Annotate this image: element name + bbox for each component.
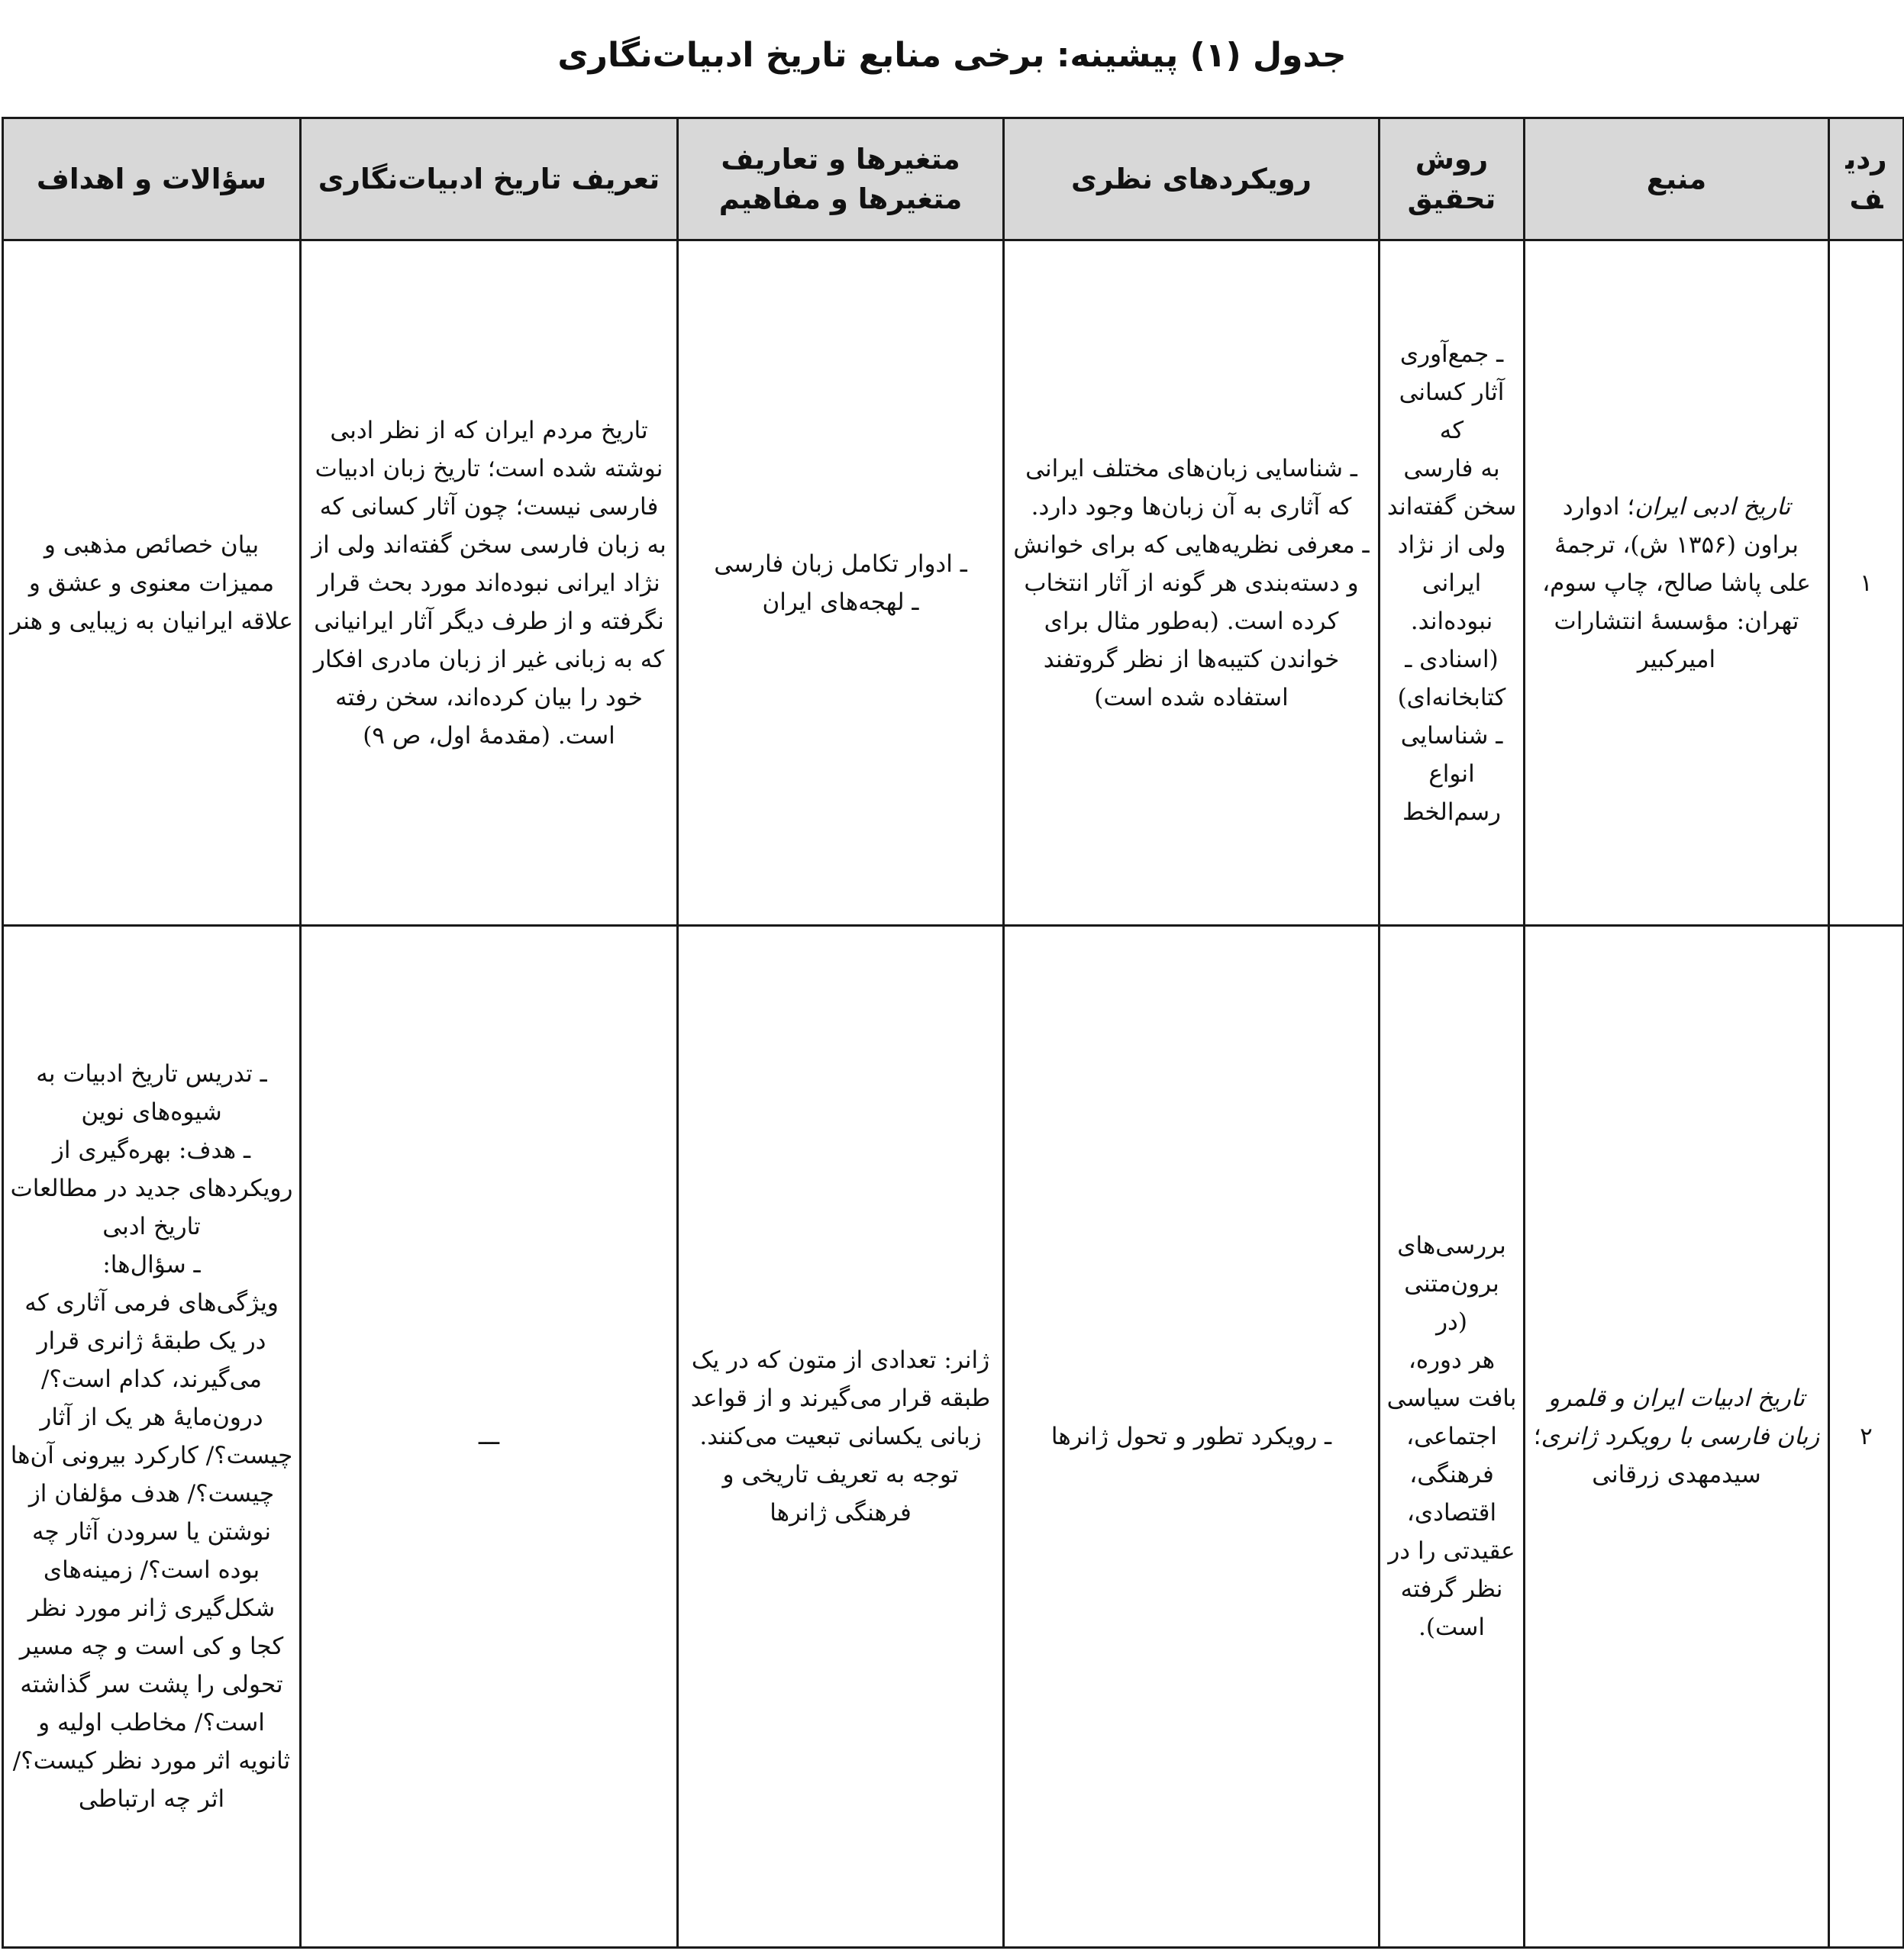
- method-line: فرهنگی،: [1409, 1461, 1494, 1488]
- question-item: ـ تدریس تاریخ ادبیات به شیوه‌های نوین: [36, 1060, 267, 1126]
- method-line: برون‌متنی (در: [1404, 1270, 1499, 1336]
- questions-cell: [3, 926, 301, 1948]
- method-line: است).: [1418, 1614, 1485, 1641]
- variable-item: توجه به تعریف تاریخی و فرهنگی ژانرها: [722, 1461, 959, 1527]
- method-line: انواع: [1428, 759, 1475, 788]
- variables-cell: [678, 240, 1004, 926]
- method-line: (اسنادی ـ: [1405, 645, 1499, 673]
- definition-cell: [301, 240, 678, 926]
- method-line: کتابخانه‌ای): [1397, 683, 1506, 711]
- source-cell: [1525, 240, 1829, 926]
- method-line: ـ جمع‌آوری: [1399, 340, 1504, 368]
- question-item: ـ سؤال‌ها:: [102, 1251, 201, 1278]
- definition-text: تاریخ مردم ایران که از نظر ادبی نوشته شده است؛ تاریخ زبان ادبیات فارسی نیست؛ چون آثار کسانی که به زبان فارسی سخن گفته‌اند ولی از نژاد ایرانی نبوده‌اند مورد بحث قرار نگرفته و از طرف دیگر آثار ایرانیانی که به زبانی غیر از زبان مادری افکار خود را بیان کرده‌اند، سخن رفته است. (مقدمهٔ اول، ص ۹): [311, 416, 666, 750]
- method-line: اجتماعی،: [1406, 1423, 1497, 1450]
- table-row: [3, 926, 1904, 1948]
- method-line: به فارسی: [1403, 454, 1500, 482]
- method-line: بافت سیاسی: [1386, 1385, 1517, 1412]
- variables-cell: [678, 926, 1004, 1948]
- approaches-cell: [1004, 240, 1380, 926]
- approach-item: ـ رویکرد تطور و تحول ژانرها: [1050, 1423, 1332, 1450]
- source-details: ؛ ادوارد براون (۱۳۵۶ ش)، ترجمهٔ علی پاشا صالح، چاپ سوم، تهران: مؤسسهٔ انتشارات امیرکبیر: [1542, 492, 1811, 673]
- row-number: ۲: [1829, 926, 1904, 1948]
- method-line: بررسی‌های: [1397, 1232, 1506, 1259]
- method-line: سخن گفته‌اند: [1386, 492, 1517, 521]
- source-cell: [1525, 926, 1829, 1948]
- approaches-cell: [1004, 926, 1380, 1948]
- row-number: ۱: [1829, 240, 1904, 926]
- table-row: [3, 240, 1904, 926]
- source-title: تاریخ ادبی ایران: [1635, 492, 1791, 521]
- method-cell: [1380, 240, 1525, 926]
- method-line: عقیدتی را در: [1388, 1537, 1515, 1565]
- header-variables: متغیرها و تعاریف متغیرها و مفاهیم: [678, 118, 1004, 240]
- method-line: اقتصادی،: [1406, 1499, 1497, 1527]
- question-item: ـ هدف: بهره‌گیری از رویکردهای جدید در مطالعات تاریخ ادبی: [10, 1137, 293, 1240]
- method-line: ـ شناسایی: [1400, 721, 1503, 750]
- variable-item: ـ لهجه‌های ایران: [762, 588, 919, 616]
- method-line: ایرانی: [1422, 569, 1482, 597]
- approach-item: ـ معرفی نظریه‌هایی که برای خوانش و دسته‌بندی هر گونه از آثار انتخاب کرده است. (به‌طور مثال برای خواندن کتیبه‌ها از نظر گروتفند استفاده شده است): [1013, 530, 1370, 711]
- approach-item: ـ شناسایی زبان‌های مختلف ایرانی که آثاری به آن زبان‌ها وجود دارد.: [1025, 454, 1357, 521]
- question-item: ویژگی‌های فرمی آثاری که در یک طبقهٔ ژانری قرار می‌گیرند، کدام است؟/ درون‌مایهٔ هر یک از آثار چیست؟/ کارکرد بیرونی آن‌ها چیست؟/ هدف مؤلفان از نوشتن یا سرودن آثار چه بوده است؟/ زمینه‌های شکل‌گیری ژانر مورد نظر کجا و کی است و چه مسیر تحولی را پشت سر گذاشته است؟/ مخاطب اولیه و ثانویه اثر مورد نظر کیست؟/ اثر چه ارتباطی: [10, 1289, 293, 1813]
- header-row-no: ردیف: [1829, 118, 1904, 240]
- header-method: روش تحقیق: [1380, 118, 1525, 240]
- header-row: [3, 118, 1904, 240]
- table-caption: جدول (۱) پیشینه: برخی منابع تاریخ ادبیات‌نگاری: [557, 36, 1347, 75]
- source-details: ؛ سیدمهدی زرقانی: [1533, 1423, 1761, 1488]
- definition-dash: ـــ: [478, 1423, 500, 1450]
- variable-item: ژانر: تعدادی از متون که در یک طبقه قرار می‌گیرند و از قواعد زبانی یکسانی تبعیت می‌کنند.: [690, 1346, 991, 1450]
- literature-table: [2, 117, 1904, 1949]
- method-cell: [1380, 926, 1525, 1948]
- header-definition: تعریف تاریخ ادبیات‌نگاری: [301, 118, 678, 240]
- method-line: نبوده‌اند.: [1410, 607, 1493, 635]
- header-approaches: رویکردهای نظری: [1004, 118, 1380, 240]
- header-source: منبع: [1525, 118, 1829, 240]
- method-line: آثار کسانی که: [1399, 378, 1505, 444]
- method-line: هر دوره،: [1408, 1346, 1496, 1374]
- variable-item: ـ ادوار تکامل زبان فارسی: [714, 550, 967, 578]
- header-questions: سؤالات و اهداف: [3, 118, 301, 240]
- source-title: تاریخ ادبیات ایران و قلمرو زبان فارسی با رویکرد ژانری: [1541, 1385, 1820, 1450]
- method-line: رسم‌الخط: [1402, 798, 1502, 826]
- definition-cell: [301, 926, 678, 1948]
- method-line: ولی از نژاد: [1397, 530, 1506, 559]
- method-line: نظر گرفته: [1400, 1575, 1503, 1603]
- questions-text: بیان خصائص مذهبی و ممیزات معنوی و عشق و علاقه ایرانیان به زیبایی و هنر: [10, 530, 293, 635]
- questions-cell: [3, 240, 301, 926]
